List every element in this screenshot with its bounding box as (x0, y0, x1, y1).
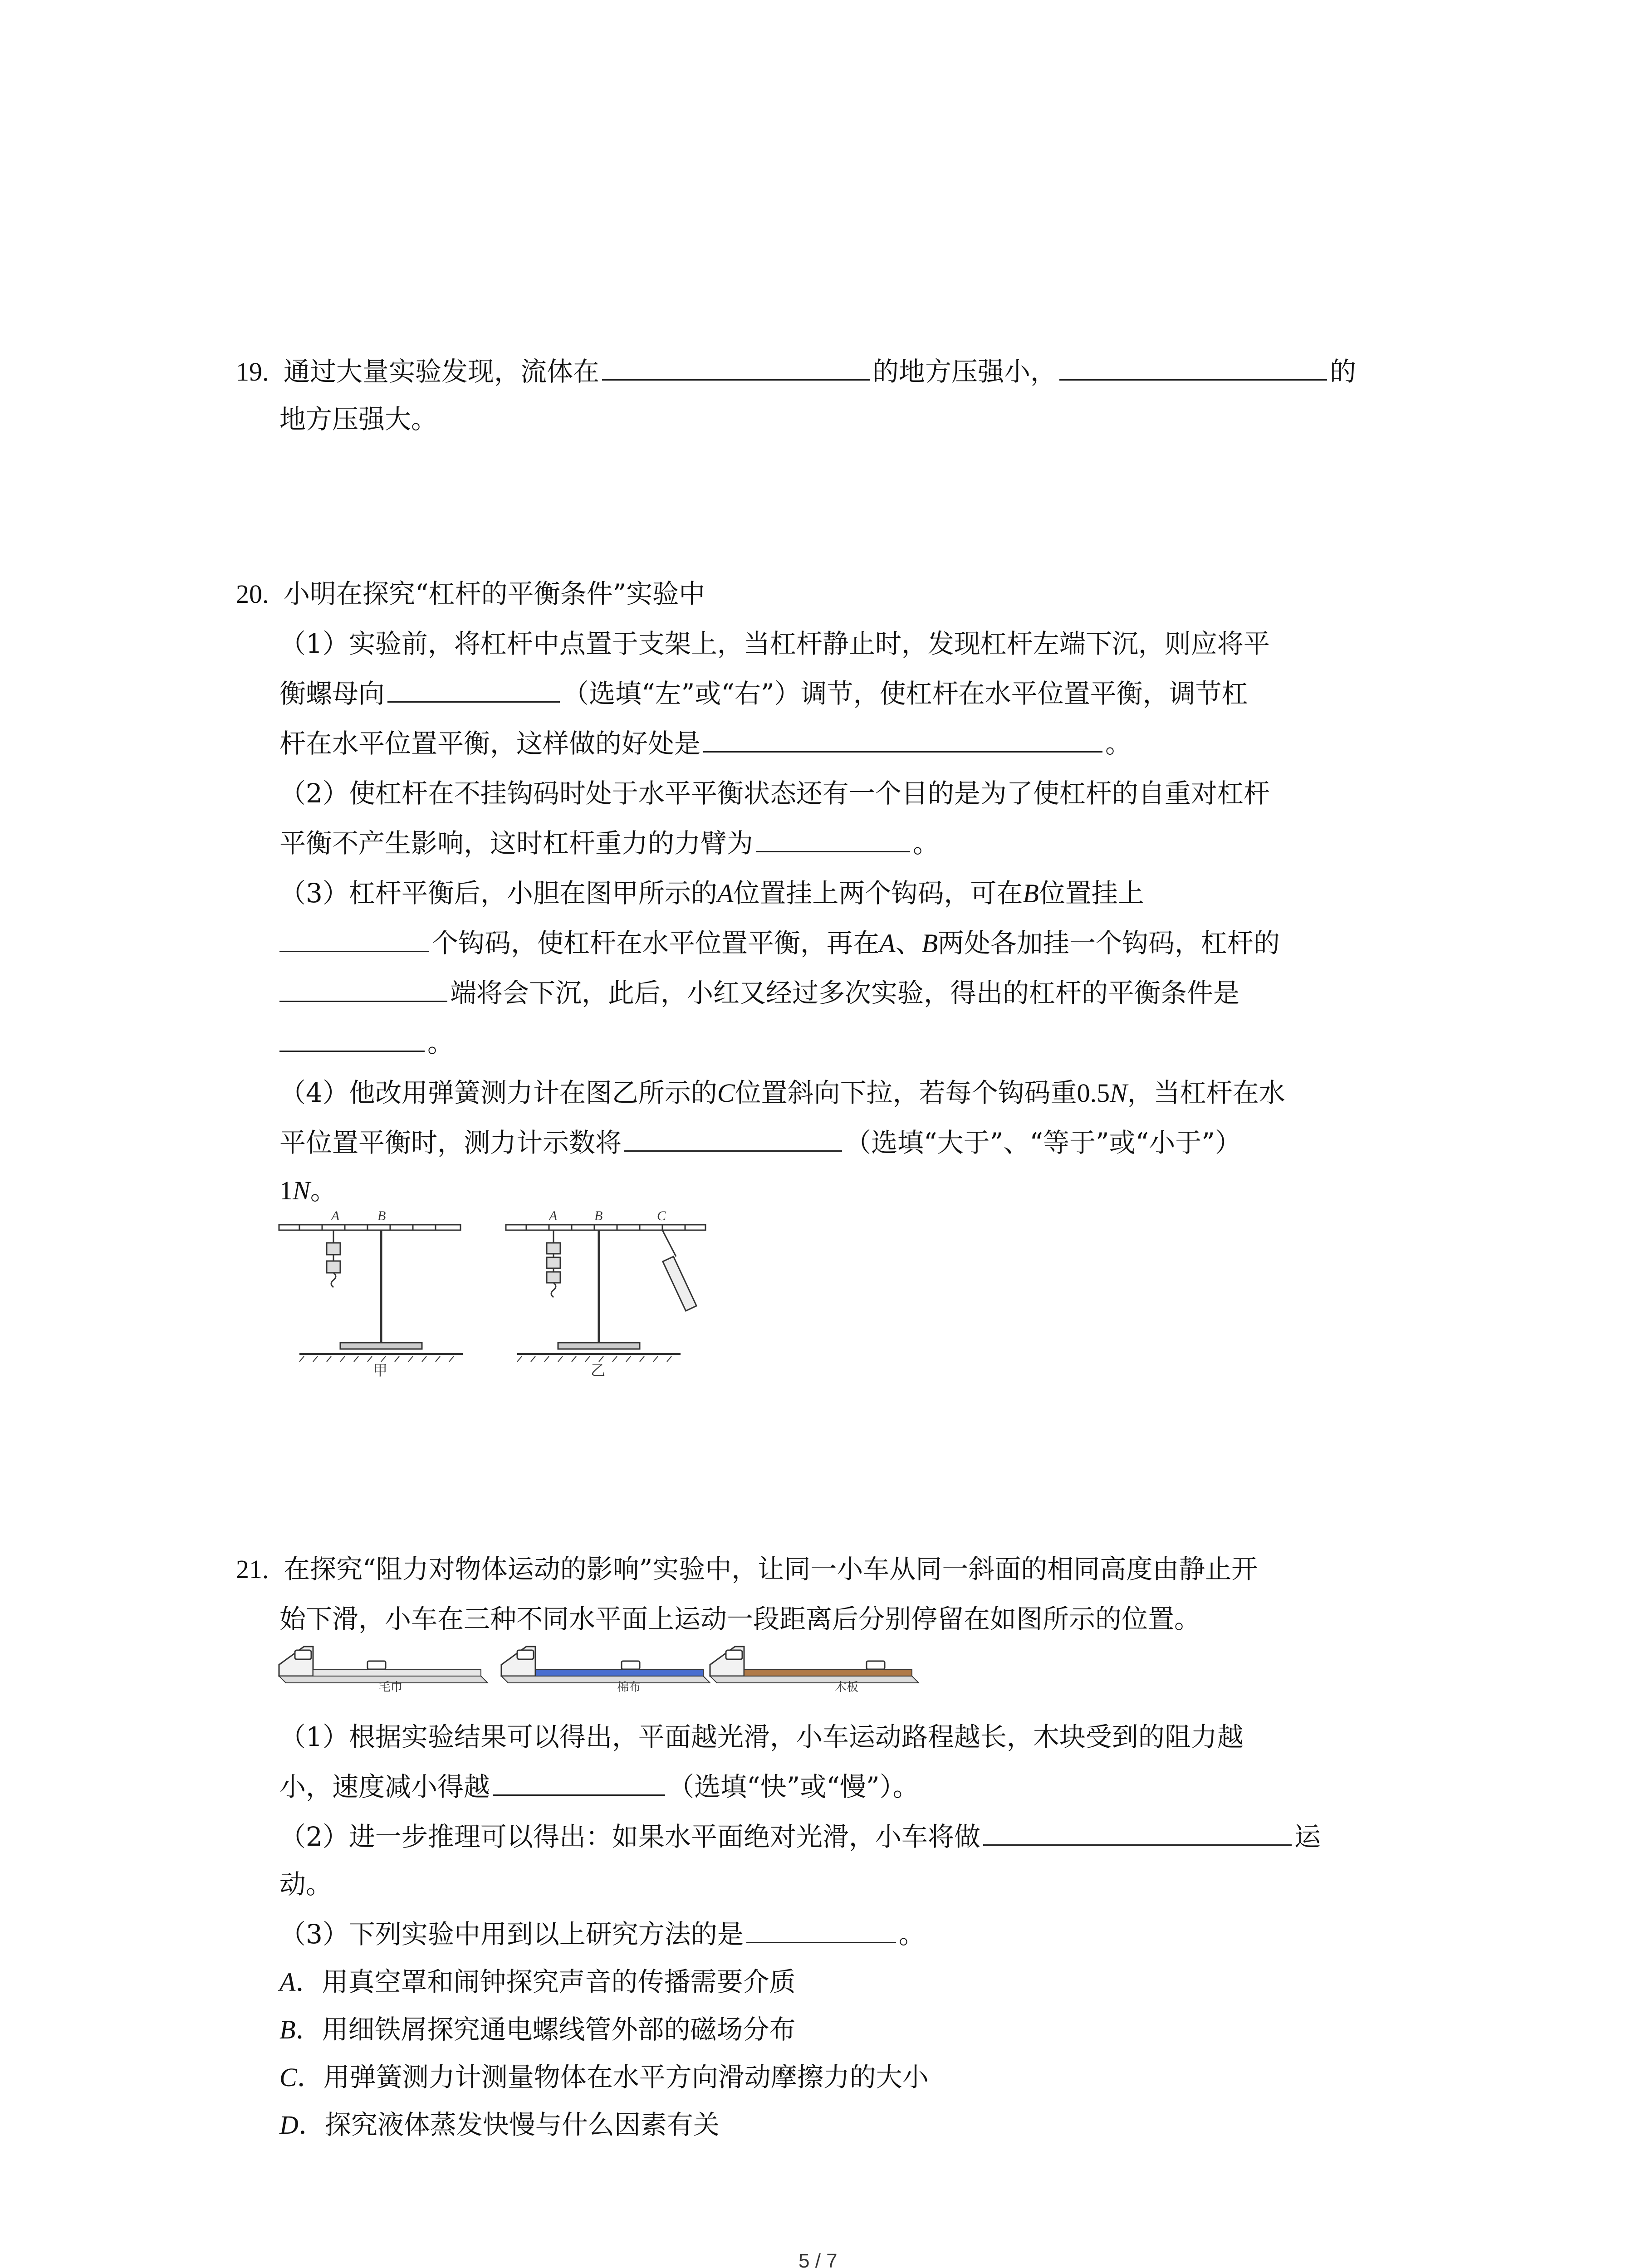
option-d-text: ．探究液体蒸发快慢与什么因素有关 (298, 2109, 720, 2140)
q19-line-2: 地方压强大。 (279, 404, 438, 435)
label-a-yi: A (549, 1208, 558, 1223)
cart-icon (726, 1650, 742, 1659)
q21-line-1 (236, 1556, 1258, 1583)
q20-p2-text: 平衡不产生影响，这时杠杆重力的力臂为 (279, 828, 754, 859)
q20-p4-line-2 (279, 1129, 1241, 1156)
lever-yi-base (558, 1343, 640, 1349)
q21-text-1: 在探究“阻力对物体运动的影响”实验中，让同一小车从同一斜面的相同高度由静止开 (283, 1554, 1258, 1584)
q20-title: 小明在探究“杠杆的平衡条件”实验中 (283, 578, 705, 609)
q20-p4-value: 0.5 (1077, 1078, 1110, 1108)
q21-p3-blank[interactable] (746, 1941, 896, 1943)
q21-p3-line-1 (279, 1919, 925, 1950)
q20-p4-text-2: 位置斜向下拉，若每个钩码重 (735, 1077, 1077, 1108)
q20-p3-var-a: A (717, 879, 734, 908)
q20-p2-blank[interactable] (756, 850, 910, 852)
q21-p1-line-1: （1）根据实验结果可以得出，平面越光滑，小车运动路程越长，木块受到的阻力越 (279, 1721, 1244, 1752)
weight-icon (547, 1243, 560, 1254)
q20-line-title (236, 578, 705, 609)
q20-p1-text-2: （选填“左”或“右”）调节，使杠杆在水平位置平衡，调节杠 (563, 678, 1248, 709)
weight-icon (547, 1257, 560, 1268)
surface-label-cotton: 棉布 (617, 1681, 641, 1692)
q20-p3-line-4 (279, 1027, 454, 1058)
ramp-towel (279, 1647, 488, 1692)
option-c-letter: C (279, 2063, 297, 2092)
q20-p3-line-1 (279, 880, 1144, 907)
option-d-letter: D (279, 2110, 299, 2140)
label-yi: 乙 (591, 1362, 606, 1379)
q21-p2-line-1 (279, 1823, 1321, 1850)
cart-icon (367, 1661, 386, 1669)
weight-icon (547, 1272, 560, 1283)
q20-p3-var-a2: A (879, 929, 896, 958)
ramp-wood (710, 1647, 919, 1692)
q20-p4-value-2: 1 (279, 1176, 293, 1205)
q19-text-1: 通过大量实验发现，流体在 (283, 356, 599, 387)
lever-figure (272, 1207, 735, 1379)
q21-p1-line-2 (279, 1771, 919, 1802)
q21-number: 21. (236, 1554, 269, 1584)
q20-p1-line-3 (279, 730, 1132, 757)
ramp-cotton (501, 1647, 710, 1692)
q20-p4-period: 。 (310, 1175, 337, 1206)
option-c-text: ．用弹簧测力计测量物体在水平方向滑动摩擦力的大小 (297, 2062, 929, 2092)
q20-p1-blank-1[interactable] (387, 701, 560, 703)
option-a-text: ．用真空罩和闹钟探究声音的传播需要介质 (295, 1966, 796, 1997)
label-c-yi: C (657, 1208, 666, 1223)
q20-p4-line-1 (279, 1077, 1285, 1108)
q21-option-c (279, 2064, 929, 2091)
surface-label-wood: 木板 (835, 1681, 859, 1692)
q20-p3-line-2 (279, 930, 1280, 957)
q20-p1-line-1: （1）实验前，将杠杆中点置于支架上，当杠杆静止时，发现杠杆左端下沉，则应将平 (279, 628, 1270, 659)
spring-scale-icon (663, 1256, 696, 1311)
q21-p3-period: 。 (898, 1919, 925, 1950)
q21-option-d (279, 2109, 720, 2140)
lever-jia (279, 1225, 463, 1362)
cart-icon (517, 1650, 534, 1659)
q20-p3-blank-2[interactable] (279, 1000, 447, 1002)
q20-p4-text-4: 平位置平衡时，测力计示数将 (279, 1127, 622, 1158)
cart-icon (622, 1661, 640, 1669)
q20-p3-text-2: 位置挂上两个钩码，可在 (733, 878, 1023, 909)
q20-p3-text-4: 个钩码，使杠杆在水平位置平衡，再在 (432, 928, 880, 958)
q20-p1-text-3: 杆在水平位置平衡，这样做的好处是 (279, 728, 701, 759)
q20-p2-period: 。 (913, 828, 940, 859)
q20-p3-blank-1[interactable] (279, 950, 429, 952)
q20-p4-blank[interactable] (624, 1150, 842, 1152)
lever-yi-beam (506, 1225, 705, 1230)
q20-p3-text-3: 位置挂上 (1038, 878, 1144, 909)
q20-p3-var-b2: B (921, 929, 938, 958)
label-a-jia: A (331, 1208, 340, 1223)
q21-option-a (279, 1966, 796, 1997)
q21-p1-blank[interactable] (493, 1794, 665, 1796)
lever-jia-beam (279, 1225, 460, 1230)
q20-p4-unit-2: N (293, 1176, 310, 1205)
weight-icon (327, 1243, 340, 1255)
q21-line-2: 始下滑，小车在三种不同水平面上运动一段距离后分别停留在如图所示的位置。 (279, 1603, 1201, 1634)
q21-p2-blank[interactable] (983, 1844, 1292, 1846)
q21-p2-text-2: 运 (1294, 1821, 1321, 1852)
q20-p1-blank-2[interactable] (703, 751, 1102, 753)
q20-p3-period: 。 (427, 1027, 454, 1058)
lever-yi (506, 1225, 705, 1362)
label-jia: 甲 (373, 1362, 388, 1379)
q20-p4-text-5: （选填“大于”、“等于”或“小于”） (845, 1127, 1241, 1158)
option-b-letter: B (279, 2015, 296, 2044)
q20-p1-period: 。 (1105, 728, 1132, 759)
q20-p1-line-2 (279, 680, 1248, 707)
q19-blank-1[interactable] (602, 379, 870, 381)
q20-p3-text-1: （3）杠杆平衡后，小胆在图甲所示的 (279, 878, 717, 909)
q20-p3-sep: 、 (895, 928, 922, 958)
ramp-figure (277, 1633, 935, 1692)
q20-p2-line-1: （2）使杠杆在不挂钩码时处于水平平衡状态还有一个目的是为了使杠杆的自重对杠杆 (279, 778, 1270, 809)
q20-p4-unit: N (1110, 1078, 1127, 1108)
cart-icon (295, 1650, 311, 1659)
q20-p4-text-3: ，当杠杆在水 (1127, 1077, 1285, 1108)
page-number: 5 / 7 (798, 2250, 838, 2268)
q21-p2-line-2: 动。 (279, 1869, 333, 1900)
q20-p3-blank-3[interactable] (279, 1050, 425, 1052)
label-b-jia: B (377, 1208, 386, 1223)
q20-p3-line-3 (279, 980, 1239, 1006)
q20-p4-text-1: （4）他改用弹簧测力计在图乙所示的 (279, 1077, 717, 1108)
q20-p4-var-c: C (717, 1078, 735, 1108)
q21-p1-text: 小，速度减小得越 (279, 1771, 490, 1802)
q19-text-3: 的 (1329, 356, 1356, 387)
q21-option-b (279, 2016, 795, 2043)
surface-label-towel: 毛巾 (379, 1681, 403, 1692)
q21-p1-text-2: （选填“快”或“慢”）。 (668, 1771, 919, 1802)
q20-number: 20. (236, 579, 269, 609)
option-b-text: ．用细铁屑探究通电螺线管外部的磁场分布 (295, 2014, 796, 2045)
q20-p2-line-2 (279, 828, 940, 859)
q20-p3-var-b: B (1023, 879, 1039, 908)
cart-icon (867, 1661, 885, 1669)
option-a-letter: A (279, 1967, 296, 1997)
q21-p3-text: （3）下列实验中用到以上研究方法的是 (279, 1919, 744, 1950)
q20-p3-text-6: 端将会下沉，此后，小红又经过多次实验，得出的杠杆的平衡条件是 (450, 978, 1240, 1008)
q20-p3-text-5: 两处各加挂一个钩码，杠杆的 (937, 928, 1280, 958)
q19-blank-2[interactable] (1059, 379, 1327, 381)
weight-icon (327, 1261, 340, 1273)
q19-number: 19. (236, 357, 269, 386)
q20-p1-text: 衡螺母向 (279, 678, 385, 709)
q20-p4-line-3 (279, 1177, 337, 1204)
q21-p2-text: （2）进一步推理可以得出：如果水平面绝对光滑，小车将做 (279, 1821, 980, 1852)
q19-text-2: 的地方压强小， (872, 356, 1057, 387)
label-b-yi: B (594, 1208, 603, 1223)
q19-line-1 (236, 358, 1356, 385)
lever-jia-base (340, 1343, 422, 1349)
